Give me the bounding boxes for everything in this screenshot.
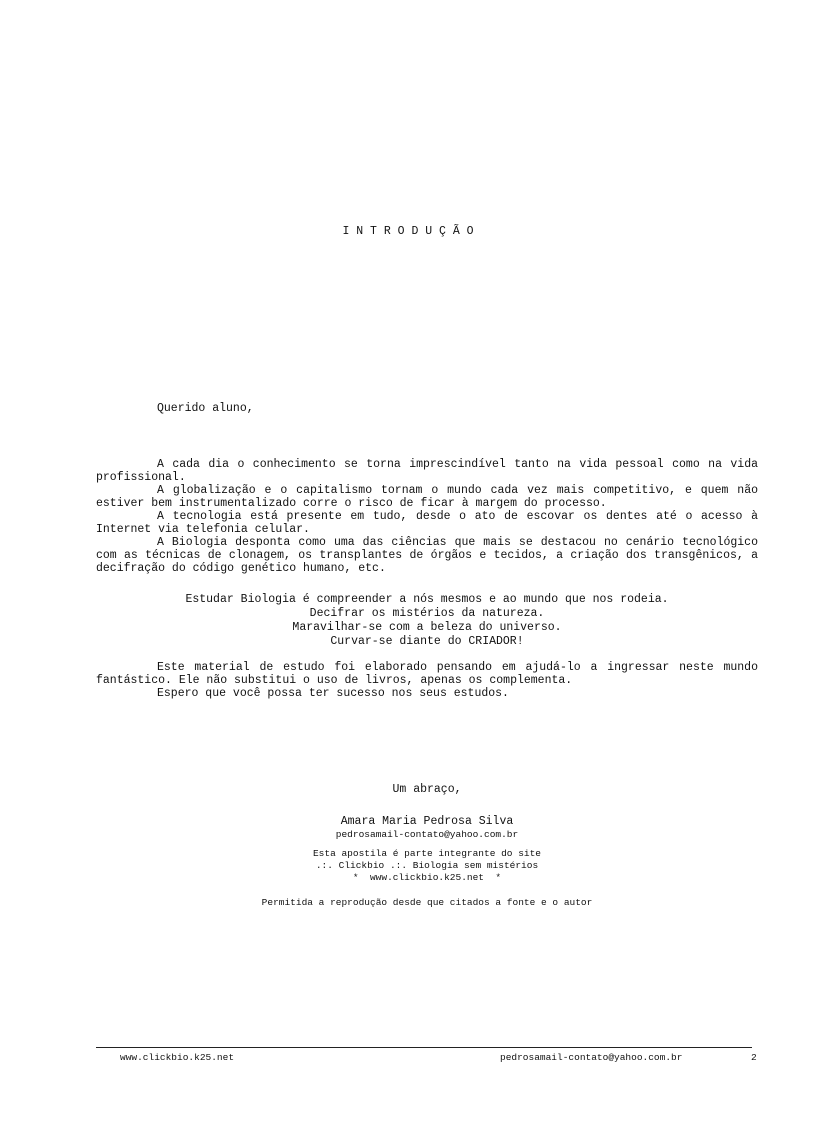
paragraph: A globalização e o capitalismo tornam o mundo cada vez mais competitivo, e quem não estiver bem instrumentalizado corre o risco de ficar à margem do processo.: [96, 484, 758, 510]
footer-site: www.clickbio.k25.net: [120, 1052, 235, 1063]
page-number: 2: [751, 1052, 757, 1063]
intro-body: [96, 458, 758, 575]
paragraph: A cada dia o conhecimento se torna imprescindível tanto na vida pessoal como na vida profissional.: [96, 458, 758, 484]
paragraph: A Biologia desponta como uma das ciências que mais se destacou no cenário tecnológico com as técnicas de clonagem, os transplantes de órgãos e tecidos, a criação dos transgênicos, a decifração do código genético humano, etc.: [96, 536, 758, 575]
footer-divider: [96, 1047, 752, 1048]
signature-block: [96, 783, 758, 841]
verse-line: Estudar Biologia é compreender a nós mesmos e ao mundo que nos rodeia.: [185, 593, 669, 606]
verse-line: Decifrar os mistérios da natureza.: [309, 607, 545, 620]
centered-verse: [96, 593, 758, 649]
page-title: I N T R O D U Ç Ã O: [342, 225, 474, 238]
paragraph: A tecnologia está presente em tudo, desde o ato de escovar os dentes até o acesso à Internet via telefonia celular.: [96, 510, 758, 536]
closing-greeting: Um abraço,: [392, 783, 462, 796]
salutation: Querido aluno,: [157, 402, 254, 415]
closing-body: [96, 661, 758, 700]
footer-email: pedrosamail-contato@yahoo.com.br: [500, 1052, 683, 1063]
author-name: Amara Maria Pedrosa Silva: [340, 815, 514, 828]
paragraph: Este material de estudo foi elaborado pensando em ajudá-lo a ingressar neste mundo fantástico. Ele não substitui o uso de livros, apenas os complementa.: [96, 661, 758, 687]
site-info-line: Esta apostila é parte integrante do site: [312, 848, 542, 859]
verse-line: Curvar-se diante do CRIADOR!: [330, 635, 524, 648]
site-info-line: .:. Clickbio .:. Biologia sem mistérios: [315, 860, 539, 871]
site-info-line: * www.clickbio.k25.net *: [352, 872, 502, 883]
paragraph: Espero que você possa ter sucesso nos seus estudos.: [157, 687, 509, 700]
author-email: pedrosamail-contato@yahoo.com.br: [335, 829, 519, 840]
verse-line: Maravilhar-se com a beleza do universo.: [292, 621, 562, 634]
permission-notice: Permitida a reprodução desde que citados a fonte e o autor: [261, 897, 593, 908]
site-info: [96, 848, 758, 884]
